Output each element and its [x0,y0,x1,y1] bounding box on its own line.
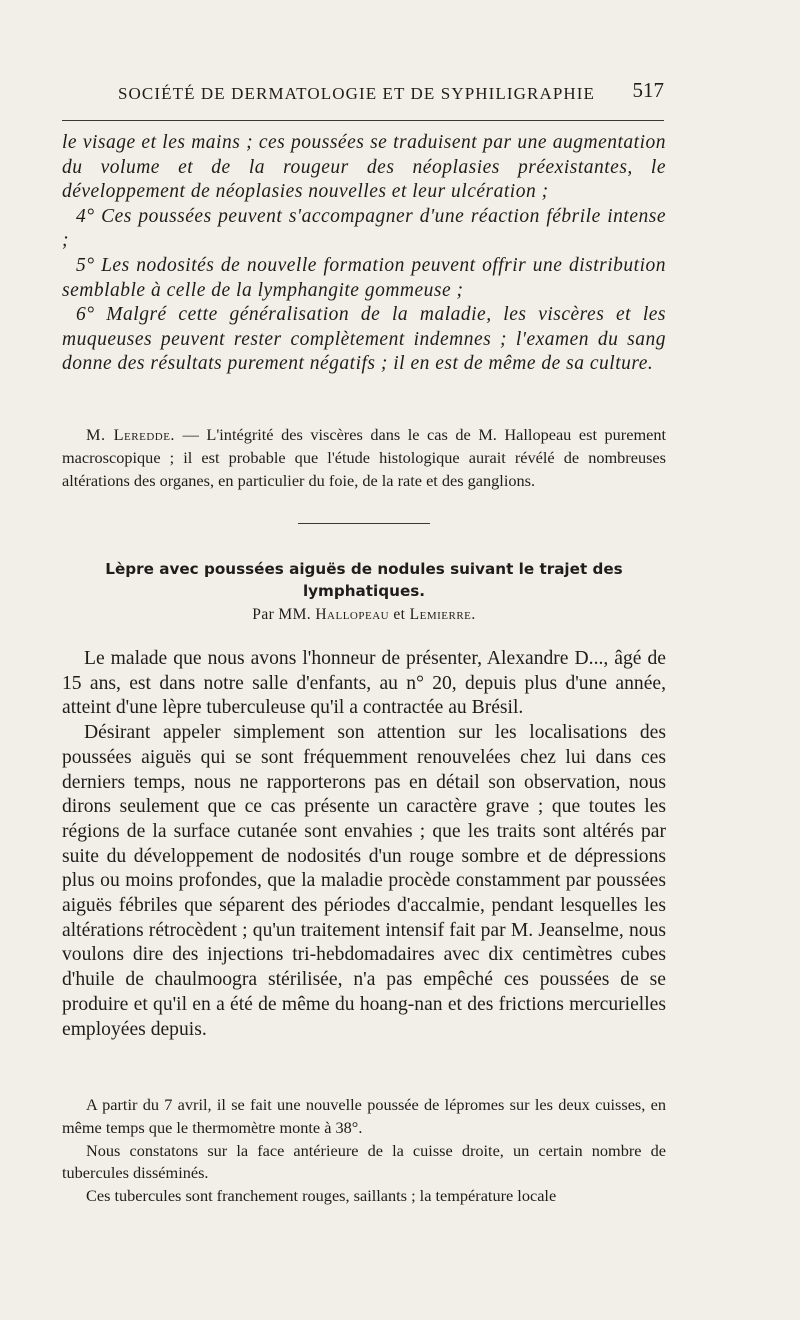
observation-paragraph: Ces tubercules sont franchement rouges, saillants ; la température locale [86,1186,557,1206]
speaker-name: M. Leredde. [86,425,176,444]
article-body [62,647,666,1042]
conclusions-list [62,131,666,377]
page-number: 517 [632,78,664,102]
article-authors: Par MM. Hallopeau et Lemierre. [252,606,476,623]
observation-notes [62,1094,666,1208]
discussion-paragraph [62,424,666,492]
header-rule [62,120,664,121]
observation-paragraph: A partir du 7 avril, il se fait une nouvelle poussée de lépromes sur les deux cuisses, en même temps que le thermomètre monte à 38°. [62,1095,666,1137]
author-name: Hallopeau [315,606,390,623]
running-title: SOCIÉTÉ DE DERMATOLOGIE ET DE SYPHILIGRAPHIE [118,84,596,103]
section-separator [298,523,430,524]
article-title: Lèpre avec poussées aiguës de nodules suivant le trajet des lymphatiques. [105,560,623,600]
discussion-text: — L'intégrité des viscères dans le cas de M. Hallopeau est purement macroscopique ; il est probable que l'étude histologique aurait révélé de nombreuses altérations des organes, en particulier du foie, de la rate et des ganglions. [62,425,667,490]
conclusion-item: 6° Malgré cette généralisation de la maladie, les viscères et les muqueuses peuvent rester complètement indemnes ; l'examen du sang donne des résultats purement négatifs ; il en est de même de sa culture. [62,304,666,375]
body-paragraph: Le malade que nous avons l'honneur de présenter, Alexandre D..., âgé de 15 ans, est dans notre salle d'enfants, au n° 20, depuis plus d'une année, atteint d'une lèpre tuberculeuse qu'il a contractée au Brésil. [62,648,666,719]
body-paragraph: Désirant appeler simplement son attention sur les localisations des poussées aiguës qui se sont fréquemment renouvelées chez lui dans ces derniers temps, nous ne rapporterons pas en détail son observation, nous dirons seulement que ce cas présente un caractère grave ; que toutes les régions de la surface cutanée sont envahies ; que les traits sont altérés par suite du développement de nodosités d'un rouge sombre et de dépressions plus ou moins profondes, que la maladie procède constamment par poussées aiguës fébriles que séparent des périodes d'accalmie, pendant lesquelles les altérations rétrocèdent ; qu'un traitement intensif fait par M. Jeanselme, nous voulons dire des injections tri-hebdomadaires avec dix centimètres cubes d'huile de chaulmoogra stérilisée, n'a pas empêché ces poussées de se produire et qu'il en a été de même du hoang-nan et des frictions mercurielles employées depuis. [62,722,666,1040]
observation-paragraph: Nous constatons sur la face antérieure de la cuisse droite, un certain nombre de tubercules disséminés. [62,1140,666,1183]
author-name: Lemierre [409,606,472,623]
conclusion-item: 5° Les nodosités de nouvelle formation peuvent offrir une distribution semblable à celle de la lymphangite gommeuse ; [62,254,666,301]
conclusion-item: le visage et les mains ; ces poussées se traduisent par une augmentation du volume et de la rougeur des néoplasies préexistantes, le développement de néoplasies nouvelles et leur ulcération ; [62,132,666,203]
conclusion-item: 4° Ces poussées peuvent s'accompagner d'une réaction fébrile intense ; [62,205,666,252]
